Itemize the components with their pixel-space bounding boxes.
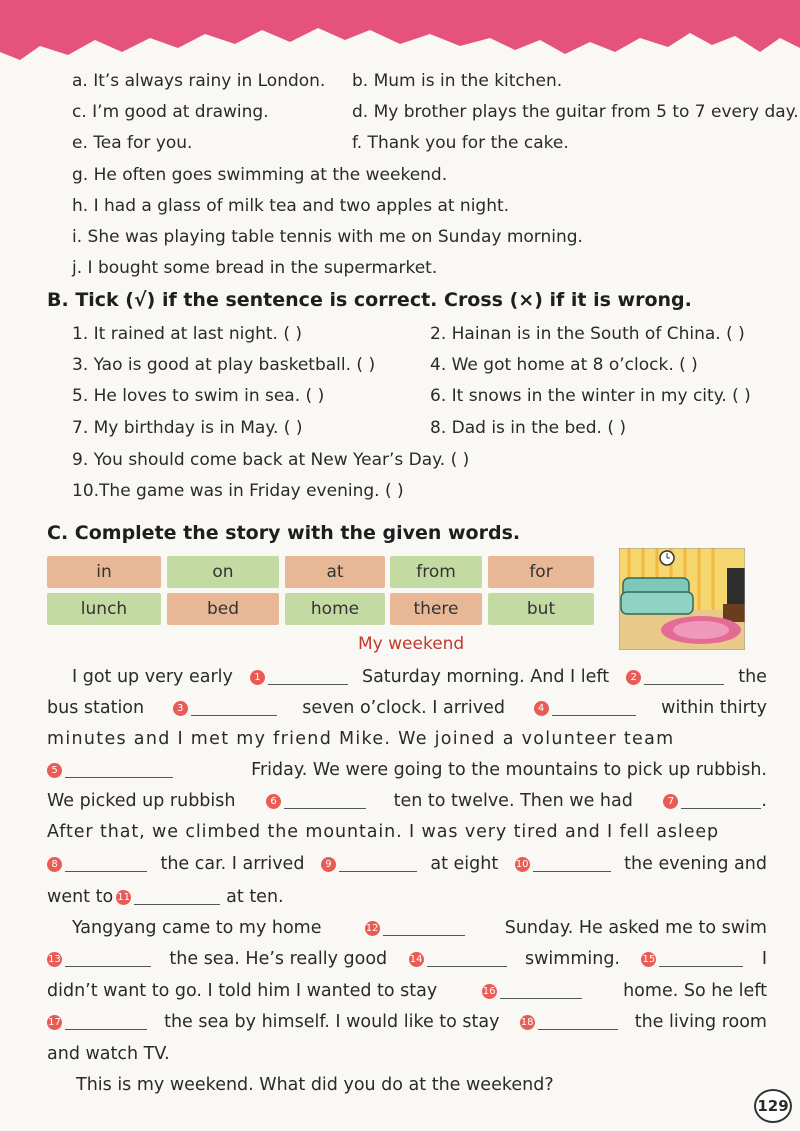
blank-number: 11: [117, 892, 131, 903]
word-box: in: [47, 556, 161, 588]
story-text: the: [738, 667, 767, 687]
option-d: d. My brother plays the guitar from 5 to 7 every day.: [352, 102, 799, 122]
option-g: g. He often goes swimming at the weekend.: [72, 165, 448, 185]
story-text: didn’t want to go. I told him I wanted to stay: [47, 981, 438, 1001]
answer-blank[interactable]: [383, 917, 465, 936]
blank-number: 18: [520, 1017, 534, 1028]
story-title: My weekend: [358, 634, 465, 654]
item-4: 4. We got home at 8 o’clock. ( ): [430, 355, 698, 375]
story-line-2: [47, 697, 767, 719]
blank-number: 7: [663, 794, 678, 809]
item-1: 1. It rained at last night. ( ): [72, 324, 303, 344]
answer-blank[interactable]: [533, 853, 611, 872]
story-line-4: [47, 759, 767, 781]
story-text: the car. I arrived: [160, 854, 305, 874]
story-text: This is my weekend. What did you do at the weekend?: [76, 1075, 554, 1095]
blank-number: 14: [409, 954, 423, 965]
story-line-14: [76, 1074, 796, 1096]
answer-blank[interactable]: [552, 697, 636, 716]
answer-blank[interactable]: [538, 1011, 618, 1030]
story-line-10: [47, 948, 767, 970]
story-line-5: [47, 790, 767, 812]
item-10: 10.The game was in Friday evening. ( ): [72, 481, 404, 501]
story-line-13: [47, 1043, 767, 1065]
blank-number: 3: [173, 701, 188, 716]
story-text: I: [761, 949, 767, 969]
blank-number: 5: [47, 763, 62, 778]
story-text: went to: [47, 887, 114, 907]
blank-number: 10: [515, 859, 529, 870]
item-3: 3. Yao is good at play basketball. ( ): [72, 355, 376, 375]
story-text: I got up very early: [72, 667, 233, 687]
story-text: and watch TV.: [47, 1044, 170, 1064]
item-9: 9. You should come back at New Year’s Day. ( ): [72, 450, 470, 470]
word-box: at: [285, 556, 385, 588]
option-h: h. I had a glass of milk tea and two apples at night.: [72, 196, 510, 216]
section-b-heading: B. Tick (√) if the sentence is correct. Cross (×) if it is wrong.: [47, 289, 692, 311]
word-box: but: [488, 593, 594, 625]
word-box: on: [167, 556, 279, 588]
item-5: 5. He loves to swim in sea. ( ): [72, 386, 325, 406]
story-line-3: [47, 728, 767, 750]
answer-blank[interactable]: [134, 886, 220, 905]
story-line-1: [72, 666, 767, 688]
story-text: the sea. He’s really good: [169, 949, 388, 969]
story-text: at eight: [430, 854, 499, 874]
blank-number: 1: [250, 670, 265, 685]
item-2: 2. Hainan is in the South of China. ( ): [430, 324, 745, 344]
story-text: We picked up rubbish: [47, 791, 236, 811]
word-box: lunch: [47, 593, 161, 625]
story-text: home. So he left: [623, 981, 767, 1001]
item-8: 8. Dad is in the bed. ( ): [430, 418, 627, 438]
blank-number: 4: [534, 701, 549, 716]
story-text: within thirty: [661, 698, 767, 718]
blank-number: 8: [47, 857, 62, 872]
option-f: f. Thank you for the cake.: [352, 133, 569, 153]
page-number: 129: [754, 1089, 792, 1123]
blank-number: 2: [626, 670, 641, 685]
answer-blank[interactable]: [65, 759, 173, 778]
story-text: the living room: [634, 1012, 767, 1032]
story-text: swimming.: [524, 949, 620, 969]
answer-blank[interactable]: [65, 948, 151, 967]
answer-blank[interactable]: [427, 948, 507, 967]
story-text: at ten.: [226, 887, 284, 907]
word-box: there: [390, 593, 482, 625]
answer-blank[interactable]: [191, 697, 277, 716]
story-line-9: [72, 917, 767, 939]
option-c: c. I’m good at drawing.: [72, 102, 269, 122]
option-a: a. It’s always rainy in London.: [72, 71, 326, 91]
story-text: seven o’clock. I arrived: [302, 698, 505, 718]
item-7: 7. My birthday is in May. ( ): [72, 418, 303, 438]
story-line-8: [47, 886, 767, 908]
item-6: 6. It snows in the winter in my city. ( ): [430, 386, 751, 406]
option-b: b. Mum is in the kitchen.: [352, 71, 563, 91]
blank-number: 12: [365, 923, 379, 934]
story-text: After that, we climbed the mountain. I was very tired and I fell asleep: [47, 822, 720, 842]
section-c-heading: C. Complete the story with the given words.: [47, 522, 521, 544]
blank-number: 17: [48, 1017, 61, 1028]
blank-number: 6: [266, 794, 281, 809]
blank-number: 9: [321, 857, 336, 872]
story-text: bus station: [47, 698, 145, 718]
story-line-7: [47, 853, 767, 875]
story-text: Sunday. He asked me to swim: [504, 918, 767, 938]
living-room-illustration: [619, 548, 745, 650]
story-text: Yangyang came to my home: [72, 918, 322, 938]
answer-blank[interactable]: [65, 853, 147, 872]
option-j: j. I bought some bread in the supermarket.: [72, 258, 438, 278]
answer-blank[interactable]: [659, 948, 743, 967]
decorative-banner: [0, 0, 800, 70]
answer-blank[interactable]: [644, 666, 724, 685]
blank-number: 16: [482, 986, 496, 997]
story-line-11: [47, 980, 767, 1002]
blank-number: 13: [48, 954, 61, 965]
word-box: from: [390, 556, 482, 588]
option-i: i. She was playing table tennis with me on Sunday morning.: [72, 227, 583, 247]
story-text: ten to twelve. Then we had: [393, 791, 633, 811]
story-text: minutes and I met my friend Mike. We joined a volunteer team: [47, 729, 675, 749]
answer-blank[interactable]: [500, 980, 582, 999]
word-box: home: [285, 593, 385, 625]
story-text: Saturday morning. And I left: [361, 667, 610, 687]
answer-blank[interactable]: [65, 1011, 147, 1030]
word-box: bed: [167, 593, 279, 625]
word-box: for: [488, 556, 594, 588]
option-e: e. Tea for you.: [72, 133, 193, 153]
story-line-6: [47, 821, 767, 843]
answer-blank[interactable]: [268, 666, 348, 685]
story-line-12: [47, 1011, 767, 1033]
story-text: the evening and: [624, 854, 767, 874]
blank-number: 15: [642, 954, 656, 965]
answer-blank[interactable]: [339, 853, 417, 872]
story-text: .: [761, 791, 767, 811]
answer-blank[interactable]: [284, 790, 366, 809]
story-text: Friday. We were going to the mountains to pick up rubbish.: [251, 760, 767, 780]
story-text: the sea by himself. I would like to stay: [164, 1012, 500, 1032]
answer-blank[interactable]: [681, 790, 761, 809]
